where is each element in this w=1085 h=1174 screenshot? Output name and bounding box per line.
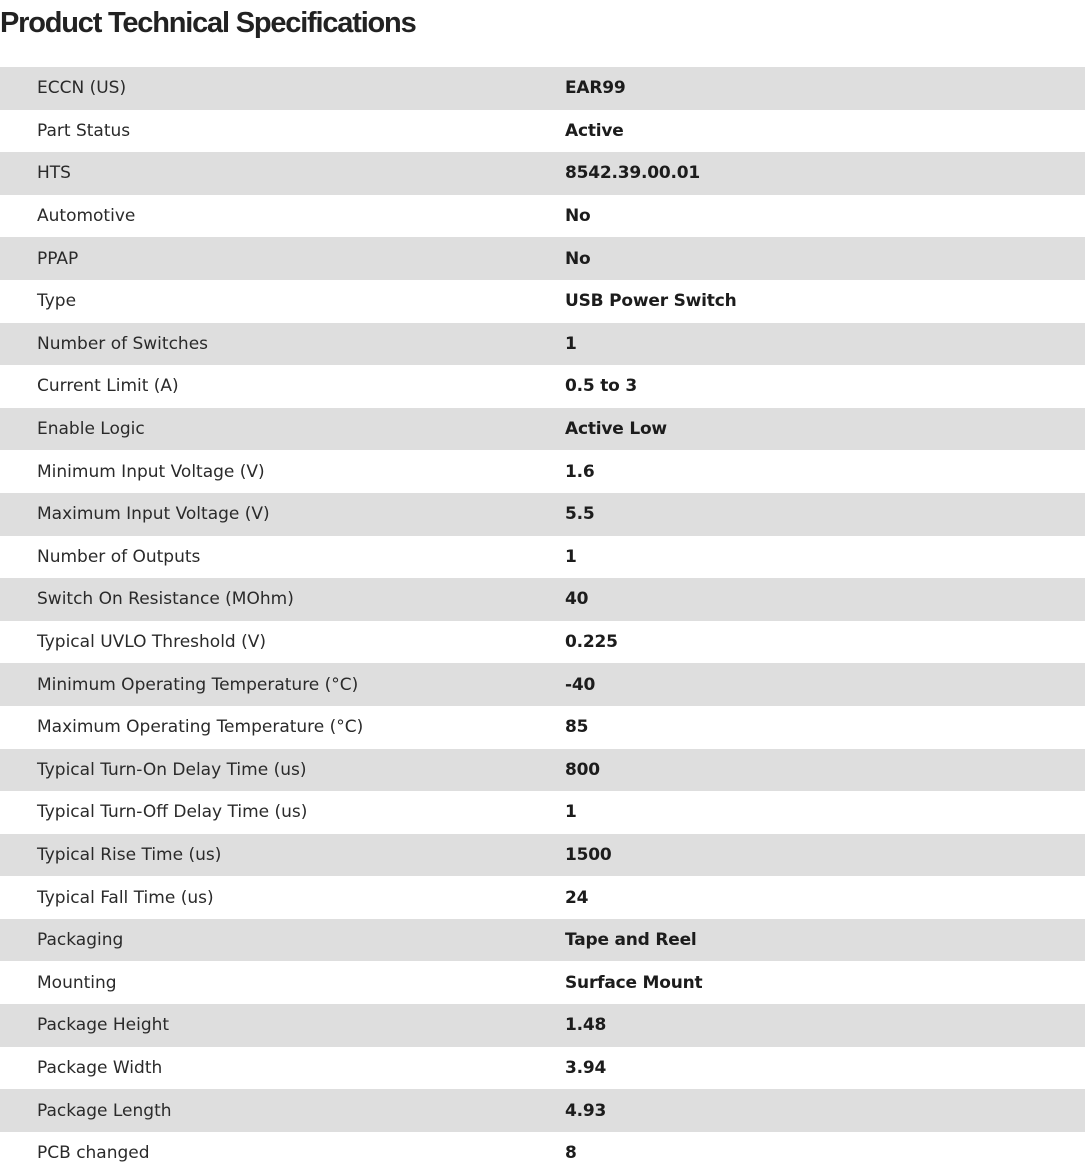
spec-label: PCB changed xyxy=(37,1143,150,1164)
spec-value: 85 xyxy=(565,717,589,738)
spec-label: Current Limit (A) xyxy=(37,376,179,397)
spec-table xyxy=(0,67,1085,1174)
spec-row xyxy=(0,237,1085,280)
spec-value: Surface Mount xyxy=(565,972,703,993)
spec-label: HTS xyxy=(37,163,71,184)
spec-row xyxy=(0,1004,1085,1047)
spec-row xyxy=(0,706,1085,749)
spec-label: Number of Outputs xyxy=(37,546,201,567)
spec-label: Package Height xyxy=(37,1015,170,1036)
spec-label: Minimum Input Voltage (V) xyxy=(37,461,265,482)
spec-row xyxy=(0,834,1085,877)
spec-row xyxy=(0,749,1085,792)
spec-value: -40 xyxy=(565,674,596,695)
spec-row xyxy=(0,195,1085,238)
spec-value: 24 xyxy=(565,887,589,908)
spec-label: Typical UVLO Threshold (V) xyxy=(37,632,267,653)
spec-label: Typical Fall Time (us) xyxy=(37,887,214,908)
spec-table-body xyxy=(0,67,1085,1174)
spec-value: No xyxy=(565,206,591,227)
page-title: Product Technical Specifications xyxy=(0,7,416,39)
spec-row xyxy=(0,110,1085,153)
spec-row xyxy=(0,876,1085,919)
spec-row xyxy=(0,493,1085,536)
spec-value: 0.225 xyxy=(565,632,618,653)
spec-label: PPAP xyxy=(37,248,79,269)
spec-row xyxy=(0,961,1085,1004)
spec-value: 1.6 xyxy=(565,461,595,482)
spec-label: Packaging xyxy=(37,930,124,951)
spec-label: Minimum Operating Temperature (°C) xyxy=(37,674,359,695)
spec-label: Part Status xyxy=(37,120,131,141)
spec-value: Active xyxy=(565,120,624,141)
spec-value: 4.93 xyxy=(565,1100,607,1121)
spec-row xyxy=(0,1089,1085,1132)
spec-row xyxy=(0,67,1085,110)
spec-value: 1.48 xyxy=(565,1015,607,1036)
spec-label: Type xyxy=(37,291,77,312)
spec-label: Package Width xyxy=(37,1057,163,1078)
spec-row xyxy=(0,919,1085,962)
spec-row xyxy=(0,663,1085,706)
spec-value: 1 xyxy=(565,333,577,354)
spec-value: 800 xyxy=(565,759,600,780)
spec-label: Number of Switches xyxy=(37,333,209,354)
spec-row xyxy=(0,536,1085,579)
spec-row xyxy=(0,365,1085,408)
spec-row xyxy=(0,621,1085,664)
spec-row xyxy=(0,408,1085,451)
spec-value: 1 xyxy=(565,546,577,567)
spec-row xyxy=(0,450,1085,493)
spec-label: Maximum Operating Temperature (°C) xyxy=(37,717,364,738)
spec-row xyxy=(0,1047,1085,1090)
spec-label: Enable Logic xyxy=(37,419,145,440)
spec-value: 1500 xyxy=(565,844,612,865)
spec-value: 8 xyxy=(565,1143,577,1164)
spec-label: Mounting xyxy=(37,972,117,993)
spec-value: EAR99 xyxy=(565,78,626,99)
spec-row xyxy=(0,152,1085,195)
spec-value: Tape and Reel xyxy=(565,930,697,951)
spec-value: 1 xyxy=(565,802,577,823)
spec-row xyxy=(0,578,1085,621)
spec-label: Package Length xyxy=(37,1100,172,1121)
spec-value: 40 xyxy=(565,589,589,610)
spec-label: Typical Rise Time (us) xyxy=(37,844,222,865)
spec-label: Automotive xyxy=(37,206,136,227)
spec-value: No xyxy=(565,248,591,269)
spec-value: Active Low xyxy=(565,419,667,440)
spec-value: 3.94 xyxy=(565,1057,607,1078)
spec-value: 0.5 to 3 xyxy=(565,376,637,397)
spec-row xyxy=(0,323,1085,366)
spec-label: ECCN (US) xyxy=(37,78,127,99)
spec-label: Typical Turn-On Delay Time (us) xyxy=(37,759,307,780)
spec-value: 5.5 xyxy=(565,504,595,525)
spec-row xyxy=(0,280,1085,323)
spec-value: 8542.39.00.01 xyxy=(565,163,701,184)
spec-label: Maximum Input Voltage (V) xyxy=(37,504,270,525)
spec-row xyxy=(0,791,1085,834)
spec-label: Switch On Resistance (MOhm) xyxy=(37,589,294,610)
spec-label: Typical Turn-Off Delay Time (us) xyxy=(37,802,308,823)
spec-value: USB Power Switch xyxy=(565,291,737,312)
